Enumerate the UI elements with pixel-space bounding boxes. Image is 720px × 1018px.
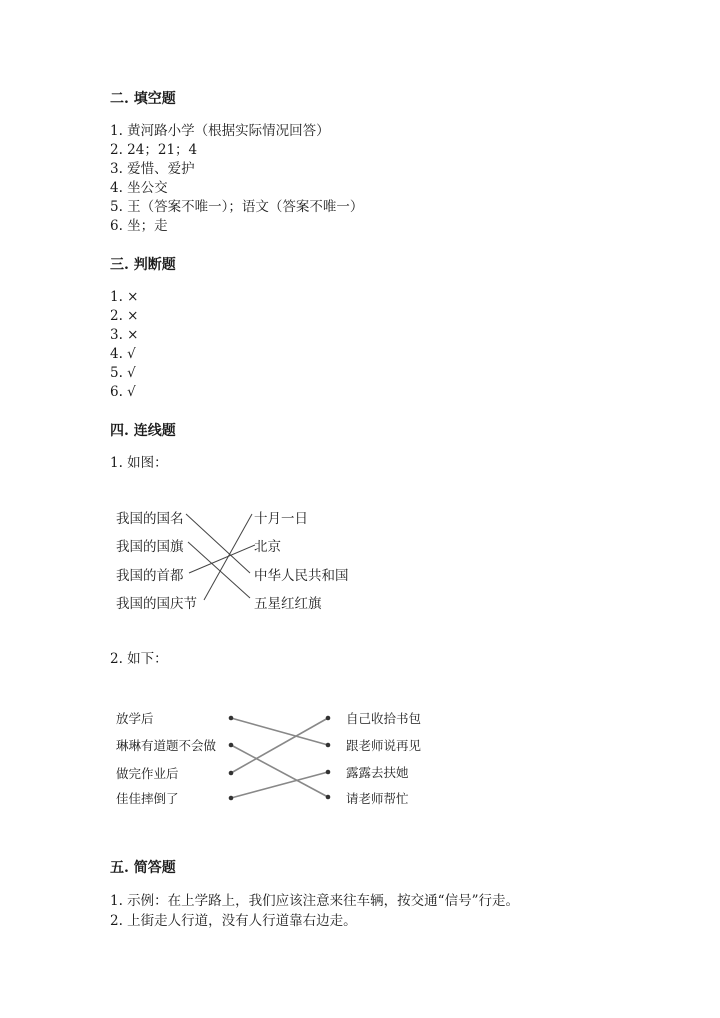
q2-dot-right-1 [326, 716, 331, 721]
true-false-answer-4: 4. √ [110, 346, 136, 362]
q1-right-item-2: 北京 [254, 539, 281, 555]
q2-left-item-4: 佳佳摔倒了 [116, 791, 179, 806]
q2-dot-left-1 [229, 716, 234, 721]
true-false-answer-6: 6. √ [110, 384, 136, 400]
q2-right-item-4: 请老师帮忙 [346, 791, 409, 806]
section-title-true-false: 三. 判断题 [110, 257, 176, 273]
fill-blank-answer-1: 1. 黄河路小学（根据实际情况回答） [110, 123, 330, 139]
short-answer-2: 2. 上街走人行道，没有人行道靠右边走。 [110, 913, 357, 929]
true-false-answer-3: 3. × [110, 327, 139, 343]
q2-link-question-to-ask-teacher [231, 745, 328, 797]
fill-blank-answer-4: 4. 坐公交 [110, 180, 168, 196]
true-false-answer-5: 5. √ [110, 365, 136, 381]
q2-dot-right-4 [326, 795, 331, 800]
q2-left-item-3: 做完作业后 [116, 766, 179, 781]
q1-left-item-4: 我国的国庆节 [116, 596, 197, 612]
fill-blank-answer-3: 3. 爱惜、爱护 [110, 161, 195, 177]
q2-link-afterschool-to-goodbye [231, 718, 328, 745]
section-title-short-answer: 五. 简答题 [110, 860, 176, 876]
q1-left-item-1: 我国的国名 [116, 511, 184, 527]
q1-right-item-4: 五星红红旗 [254, 596, 322, 612]
true-false-answer-2: 2. × [110, 308, 139, 324]
matching-q2-label: 2. 如下： [110, 651, 168, 667]
q2-link-homework-to-pack-bag [231, 718, 328, 773]
section-title-fill-blank: 二. 填空题 [110, 91, 176, 107]
q2-right-item-3: 露露去扶她 [346, 765, 409, 780]
true-false-answer-1: 1. × [110, 289, 139, 305]
short-answer-1: 1. 示例：在上学路上，我们应该注意来往车辆，按交通“信号”行走。 [110, 893, 519, 909]
fill-blank-answer-5: 5. 王（答案不唯一）；语文（答案不唯一） [110, 199, 364, 215]
q2-dot-right-3 [326, 770, 331, 775]
matching-q1-label: 1. 如图： [110, 455, 168, 471]
q2-dot-left-4 [229, 796, 234, 801]
q1-right-item-3: 中华人民共和国 [254, 568, 349, 584]
section-title-matching: 四. 连线题 [110, 423, 176, 439]
q2-link-fell-to-help-her [231, 772, 328, 798]
q2-right-item-2: 跟老师说再见 [346, 738, 422, 753]
fill-blank-answer-6: 6. 坐；走 [110, 218, 168, 234]
q2-dot-right-2 [326, 743, 331, 748]
q2-dot-left-3 [229, 771, 234, 776]
q2-right-item-1: 自己收拾书包 [346, 711, 422, 726]
q1-right-item-1: 十月一日 [254, 511, 308, 527]
q2-left-item-1: 放学后 [116, 711, 154, 726]
fill-blank-answer-2: 2. 24；21；4 [110, 142, 198, 158]
q2-dot-left-2 [229, 743, 234, 748]
q1-left-item-2: 我国的国旗 [116, 539, 184, 555]
q2-left-item-2: 琳琳有道题不会做 [116, 738, 217, 753]
q1-left-item-3: 我国的首都 [116, 568, 184, 584]
